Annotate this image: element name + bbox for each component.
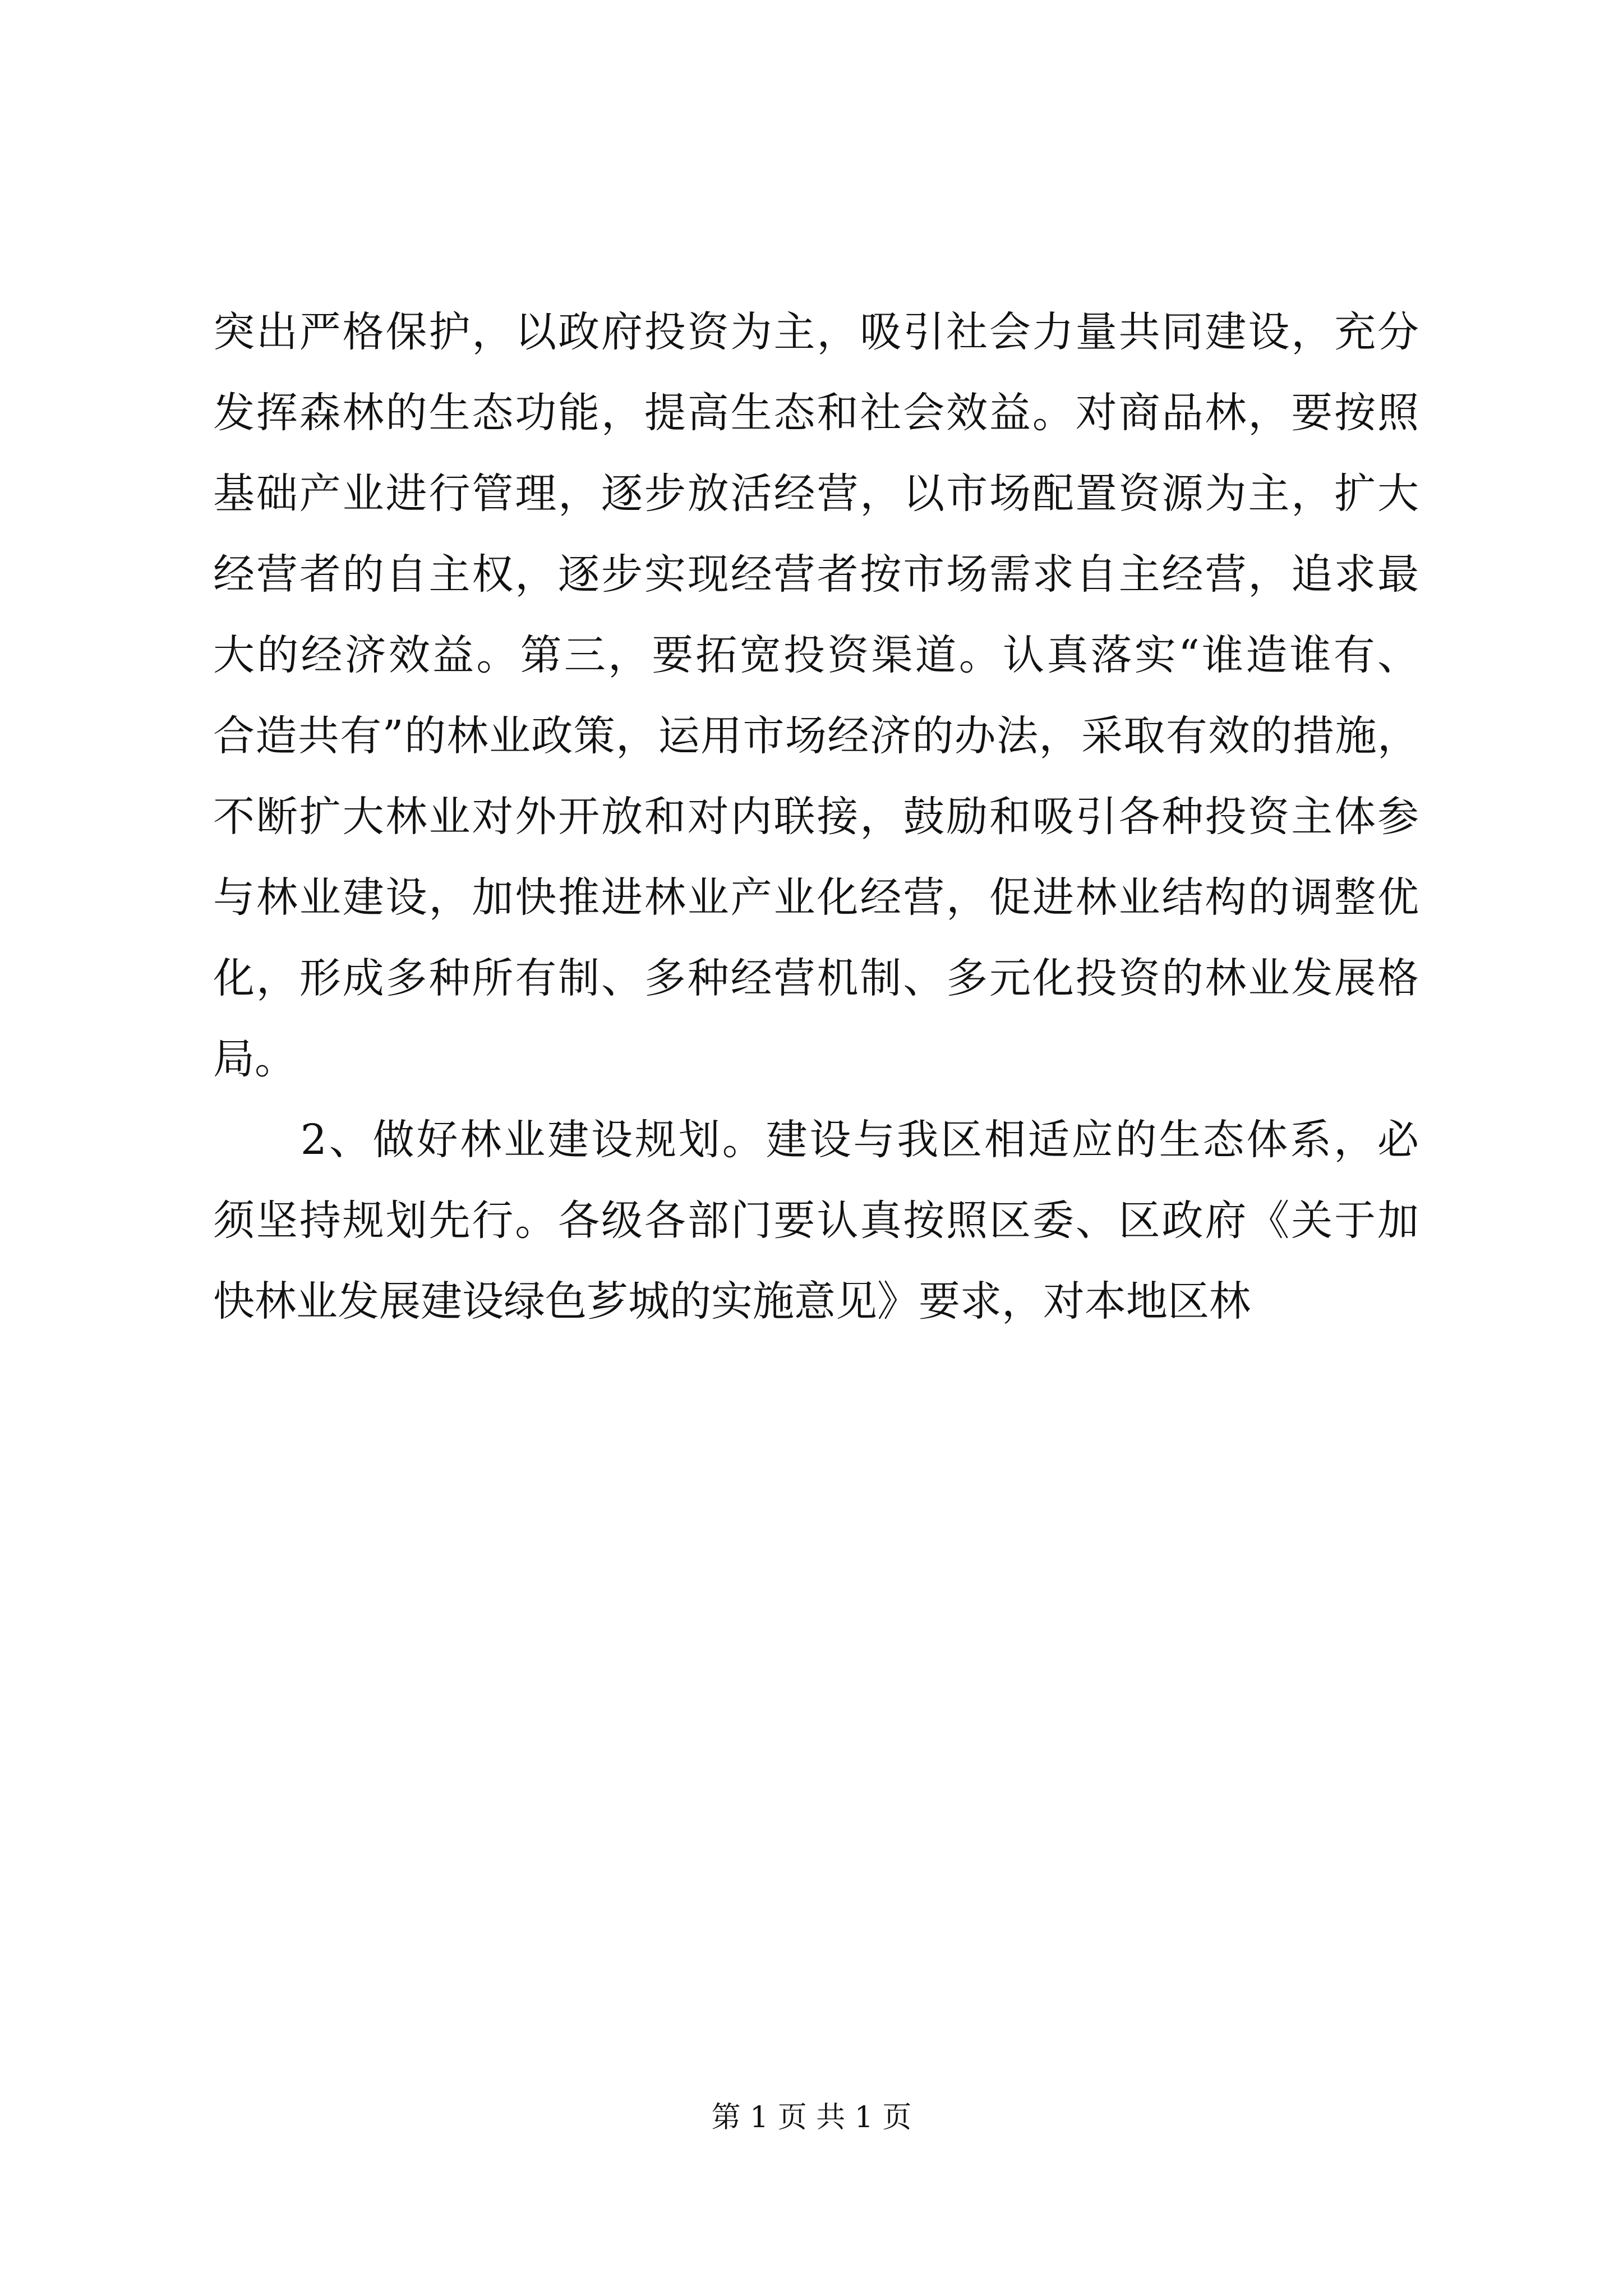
- text-line: 2、做好林业建设规划。建设与我区相适应的生态体系，必: [213, 1116, 1419, 1164]
- text-line: 大的经济效益。第三，要拓宽投资渠道。认真落实“谁造谁有、: [213, 631, 1419, 679]
- text-line: 发挥森林的生态功能，提高生态和社会效益。对商品林，要按照: [213, 389, 1419, 437]
- text-line: 突出严格保护，以政府投资为主，吸引社会力量共同建设，充分: [213, 308, 1419, 356]
- text-line: 与林业建设，加快推进林业产业化经营，促进林业结构的调整优: [213, 873, 1419, 922]
- text-line: 经营者的自主权，逐步实现经营者按市场需求自主经营，追求最: [213, 550, 1419, 599]
- text-line: 须坚持规划先行。各级各部门要认真按照区委、区政府《关于加: [213, 1197, 1419, 1245]
- text-line: 合造共有”的林业政策，运用市场经济的办法，采取有效的措施，: [213, 712, 1419, 760]
- text-line: 快林业发展建设绿色芗城的实施意见》要求，对本地区林: [213, 1277, 1251, 1326]
- body-text: [213, 292, 1419, 1342]
- text-line: 不断扩大林业对外开放和对内联接，鼓励和吸引各种投资主体参: [213, 793, 1419, 841]
- text-line: 基础产业进行管理，逐步放活经营，以市场配置资源为主，扩大: [213, 470, 1419, 518]
- text-line: 局。: [213, 1035, 296, 1083]
- text-line: 化，形成多种所有制、多种经营机制、多元化投资的林业发展格: [213, 954, 1419, 1002]
- page-footer: [0, 2101, 1623, 2134]
- page-number-label: 第 1 页 共 1 页: [711, 2101, 912, 2134]
